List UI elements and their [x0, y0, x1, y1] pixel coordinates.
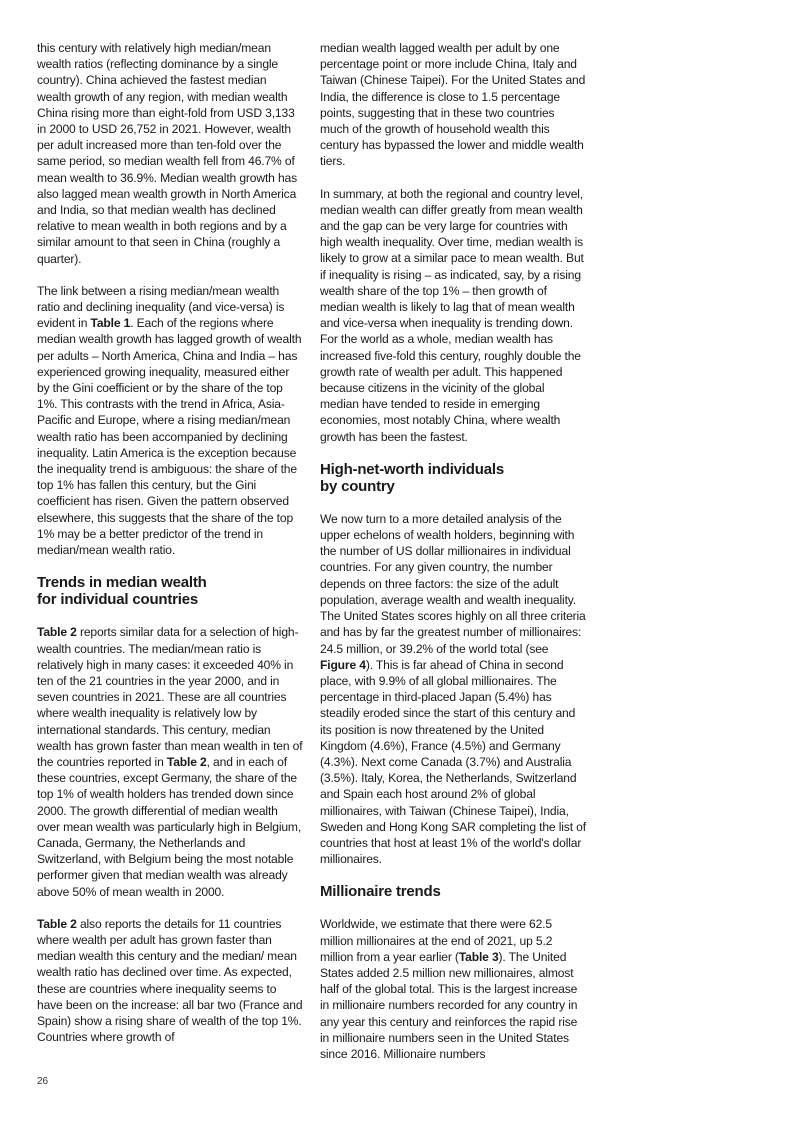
figure-reference: Figure 4	[320, 657, 366, 672]
section-heading: Trends in median wealth for individual countries	[37, 574, 207, 609]
section-heading: High-net-worth individuals by country	[320, 460, 504, 495]
table-reference: Table 2	[37, 625, 77, 640]
right-column	[320, 40, 586, 1078]
paragraph: We now turn to a more detailed analysis of the upper echelons of wealth holders, beginning with the number of US dollar millionaires in individual countries. For any given country, the number depends on three factors: the size of the adult population, average wealth and wealth inequality. The United States scores highly on all three criteria and has by far the greatest number of millionaires: 24.5 million, or 39.2% of the world total (see Figure 4). This is far ahead of China in second place, with 9.9% of all global millionaires. The percentage in third-placed Japan (5.4%) has steadily eroded since the start of this century and its position is now threatened by the United Kingdom (4.6%), France (4.5%) and Germany (4.3%). Next come Canada (3.7%) and Australia (3.5%). Italy, Korea, the Netherlands, Switzerland and Spain each host around 2% of global millionaires, with Taiwan (Chinese Taipei), India, Sweden and Hong Kong SAR completing the list of countries that host at least 1% of the world's dollar millionaires.	[320, 511, 586, 867]
table-reference: Table 2	[37, 916, 77, 931]
table-reference: Table 2	[166, 754, 207, 769]
paragraph: Table 2 also reports the details for 11 countries where wealth per adult has grown faster than median wealth this century and the median/ mean wealth ratio has declined over time. As expected, these are countries where inequality seems to have been on the increase: all bar two (France and Spain) show a rising share of wealth of the top 1%. Countries where growth of	[37, 916, 303, 1045]
page-number: 26	[37, 1076, 49, 1087]
paragraph: median wealth lagged wealth per adult by one percentage point or more include China, Italy and Taiwan (Chinese Taipei). For the United States and India, the difference is close to 1.5 percentage points, suggesting that in these two countries much of the growth of household wealth this century has bypassed the lower and middle wealth tiers.	[320, 41, 586, 169]
paragraph: Table 2 reports similar data for a selection of high-wealth countries. The median/mean ratio is relatively high in many cases: it exceeded 40% in ten of the 21 countries in the year 2000, and in seven countries in 2021. These are all countries where wealth inequality is relatively low by international standards. This century, median wealth has grown faster than mean wealth in ten of the countries reported in Table 2, and in each of these countries, except Germany, the share of the top 1% of wealth holders has trended down since 2000. The growth differential of median wealth over mean wealth was particularly high in Belgium, Canada, Germany, the Netherlands and Switzerland, with Belgium being the most notable performer given that median wealth was already above 50% of mean wealth in 2000.	[37, 625, 303, 899]
paragraph: The link between a rising median/mean wealth ratio and declining inequality (and vice-versa) is evident in Table 1. Each of the regions where median wealth growth has lagged growth of wealth per adults – North America, China and India – has experienced growing inequality, measured either by the Gini coefficient or by the share of the top 1%. This contrasts with the trend in Africa, Asia-Pacific and Europe, where a rising median/mean wealth ratio has been accompanied by declining inequality. Latin America is the exception because the inequality trend is ambiguous: the share of the top 1% has fallen this century, but the Gini coefficient has risen. Given the pattern observed elsewhere, this suggests that the share of the top 1% may be a better predictor of the trend in median/mean wealth ratio.	[37, 283, 302, 558]
table-reference: Table 1	[90, 316, 131, 331]
paragraph: In summary, at both the regional and country level, median wealth can differ greatly from mean wealth and the gap can be very large for countries with high wealth inequality. Over time, median wealth is likely to grow at a similar pace to mean wealth. But if inequality is rising – as indicated, say, by a rising wealth share of the top 1% – then growth of median wealth is likely to lag that of mean wealth and vice-versa when inequality is trending down. For the world as a whole, median wealth has increased five-fold this century, roughly double the growth rate of wealth per adult. This happened because citizens in the vicinity of the global median have tended to reside in emerging economies, most notably China, where wealth growth has been the fastest.	[320, 186, 584, 444]
table-reference: Table 3	[458, 949, 499, 964]
paragraph: Worldwide, we estimate that there were 62.5 million millionaires at the end of 2021, up 5.2 million from a year earlier (Table 3). The United States added 2.5 million new millionaires, almost half of the global total. This is the largest increase in millionaire numbers recorded for any country in any year this century and reinforces the rapid rise in millionaire numbers seen in the United States since 2016. Millionaire numbers	[320, 917, 578, 1061]
left-column	[37, 40, 303, 1061]
paragraph: this century with relatively high median/mean wealth ratios (reflecting dominance by a single country). China achieved the fastest median wealth growth of any region, with median wealth China rising more than eight-fold from USD 3,133 in 2000 to USD 26,752 in 2021. However, wealth per adult increased more than ten-fold over the same period, so median wealth fell from 46.7% of mean wealth to 36.9%. Median wealth growth has also lagged mean wealth growth in North America and India, so that median wealth has declined relative to mean wealth in both regions and by a similar amount to that seen in China (roughly a quarter).	[37, 41, 297, 266]
section-heading: Millionaire trends	[320, 883, 441, 901]
